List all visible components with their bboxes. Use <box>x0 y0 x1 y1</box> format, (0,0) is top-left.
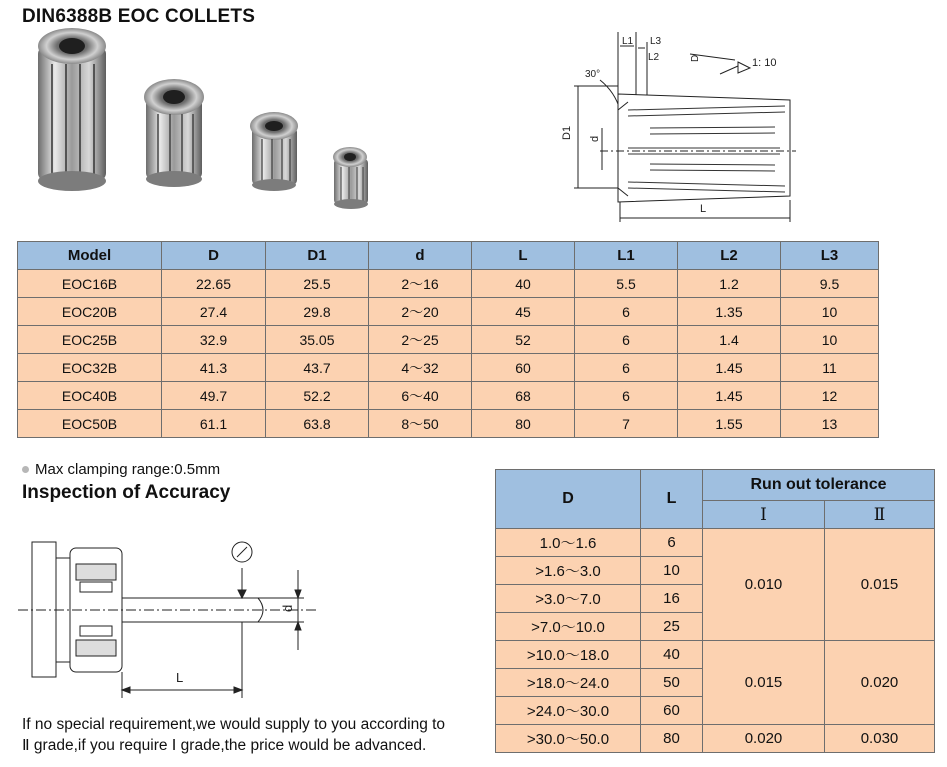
col-header-d: D <box>496 470 641 529</box>
cell-model: EOC32B <box>18 354 162 382</box>
cell-grade-1: 0.010 <box>703 529 825 641</box>
cell-grade-2: 0.030 <box>825 725 935 753</box>
cell-d-range: 4～32 <box>369 354 472 382</box>
cell-l2: 1.45 <box>678 382 781 410</box>
label-l3: L3 <box>650 36 662 47</box>
cell-d1: 52.2 <box>266 382 369 410</box>
table-row <box>496 529 935 557</box>
cell-l: 25 <box>641 613 703 641</box>
cell-model: EOC25B <box>18 326 162 354</box>
cell-d-range: 1.0～1.6 <box>496 529 641 557</box>
cell-grade-2: 0.020 <box>825 641 935 725</box>
cell-l: 60 <box>472 354 575 382</box>
cell-l1: 7 <box>575 410 678 438</box>
table-row <box>18 270 879 298</box>
cell-l2: 1.55 <box>678 410 781 438</box>
cell-l2: 1.35 <box>678 298 781 326</box>
tol-header-row-1 <box>496 470 935 501</box>
cell-grade-2: 0.015 <box>825 529 935 641</box>
cell-model: EOC50B <box>18 410 162 438</box>
table-row <box>18 298 879 326</box>
label-d-upper: D <box>690 54 701 62</box>
cell-l2: 1.2 <box>678 270 781 298</box>
cell-l1: 5.5 <box>575 270 678 298</box>
cell-l: 40 <box>472 270 575 298</box>
cell-d-range: >24.0～30.0 <box>496 697 641 725</box>
collet-medium <box>144 79 204 187</box>
table-row <box>18 382 879 410</box>
cell-model: EOC40B <box>18 382 162 410</box>
label-d: d <box>280 604 295 612</box>
label-l1: L1 <box>622 36 634 47</box>
col-header-d: D <box>162 242 266 270</box>
cell-l2: 1.45 <box>678 354 781 382</box>
col-header-grade-1: Ⅰ <box>703 501 825 529</box>
cell-d1: 63.8 <box>266 410 369 438</box>
collet-photos <box>22 24 382 214</box>
cell-d1: 35.05 <box>266 326 369 354</box>
cell-d: 49.7 <box>162 382 266 410</box>
cell-l1: 6 <box>575 298 678 326</box>
cell-d-range: >3.0～7.0 <box>496 585 641 613</box>
col-header-grade-2: Ⅱ <box>825 501 935 529</box>
cell-l3: 12 <box>781 382 879 410</box>
collet-dimension-drawing <box>560 30 800 228</box>
col-header-l2: L2 <box>678 242 781 270</box>
cell-d-range: >7.0～10.0 <box>496 613 641 641</box>
cell-d-range: >18.0～24.0 <box>496 669 641 697</box>
cell-l: 16 <box>641 585 703 613</box>
cell-l1: 6 <box>575 382 678 410</box>
col-header-l: L <box>641 470 703 529</box>
cell-l3: 10 <box>781 298 879 326</box>
label-d: d <box>589 135 601 142</box>
cell-d-range: >10.0～18.0 <box>496 641 641 669</box>
cell-model: EOC16B <box>18 270 162 298</box>
table-row <box>496 725 935 753</box>
label-angle: 30° <box>585 69 601 80</box>
cell-d-range: 6～40 <box>369 382 472 410</box>
col-header-model: Model <box>18 242 162 270</box>
cell-d: 32.9 <box>162 326 266 354</box>
label-taper: 1: 10 <box>752 57 777 69</box>
collet-small <box>250 112 298 191</box>
max-clamping-text: Max clamping range:0.5mm <box>35 461 221 478</box>
col-header-run-out: Run out tolerance <box>703 470 935 501</box>
table-row <box>18 354 879 382</box>
cell-d1: 29.8 <box>266 298 369 326</box>
label-l: L <box>176 670 184 685</box>
cell-l: 45 <box>472 298 575 326</box>
collet-large <box>38 28 106 191</box>
cell-l: 80 <box>472 410 575 438</box>
cell-l: 50 <box>641 669 703 697</box>
cell-d: 27.4 <box>162 298 266 326</box>
col-header-d1: D1 <box>266 242 369 270</box>
cell-l: 10 <box>641 557 703 585</box>
cell-d-range: 2～25 <box>369 326 472 354</box>
col-header-l3: L3 <box>781 242 879 270</box>
label-d1: D1 <box>561 125 573 140</box>
cell-d-range: 2～20 <box>369 298 472 326</box>
cell-l3: 10 <box>781 326 879 354</box>
collet-tiny <box>333 147 368 209</box>
label-l2: L2 <box>648 52 660 63</box>
cell-l1: 6 <box>575 326 678 354</box>
cell-l1: 6 <box>575 354 678 382</box>
table-row <box>18 410 879 438</box>
col-header-l1: L1 <box>575 242 678 270</box>
cell-l3: 13 <box>781 410 879 438</box>
col-header-d-small: d <box>369 242 472 270</box>
spec-header-row <box>18 242 879 270</box>
cell-l3: 11 <box>781 354 879 382</box>
inspection-title: Inspection of Accuracy <box>22 482 231 503</box>
cell-l2: 1.4 <box>678 326 781 354</box>
cell-d-range: >1.6～3.0 <box>496 557 641 585</box>
cell-grade-1: 0.015 <box>703 641 825 725</box>
cell-d: 41.3 <box>162 354 266 382</box>
cell-l: 52 <box>472 326 575 354</box>
table-row <box>18 326 879 354</box>
cell-d-range: >30.0～50.0 <box>496 725 641 753</box>
cell-grade-1: 0.020 <box>703 725 825 753</box>
cell-d: 22.65 <box>162 270 266 298</box>
col-header-l: L <box>472 242 575 270</box>
cell-d-range: 2～16 <box>369 270 472 298</box>
grade-note <box>22 714 492 756</box>
bullet-icon <box>22 466 29 473</box>
inspection-drawing <box>18 520 318 705</box>
cell-l: 80 <box>641 725 703 753</box>
page-title: DIN6388B EOC COLLETS <box>22 6 256 27</box>
cell-d1: 43.7 <box>266 354 369 382</box>
cell-d: 61.1 <box>162 410 266 438</box>
grade-note-line-1: If no special requirement,we would supply to you according to <box>22 716 446 733</box>
cell-d-range: 8～50 <box>369 410 472 438</box>
table-row <box>496 641 935 669</box>
cell-l3: 9.5 <box>781 270 879 298</box>
cell-l: 68 <box>472 382 575 410</box>
cell-l: 40 <box>641 641 703 669</box>
grade-note-line-2: Ⅱ grade,if you require Ⅰ grade,the price would be advanced. <box>22 737 427 754</box>
cell-model: EOC20B <box>18 298 162 326</box>
cell-d1: 25.5 <box>266 270 369 298</box>
tolerance-table <box>495 469 935 753</box>
label-l: L <box>700 203 707 215</box>
max-clamping-note <box>22 461 220 478</box>
cell-l: 60 <box>641 697 703 725</box>
cell-l: 6 <box>641 529 703 557</box>
spec-table <box>17 241 879 438</box>
